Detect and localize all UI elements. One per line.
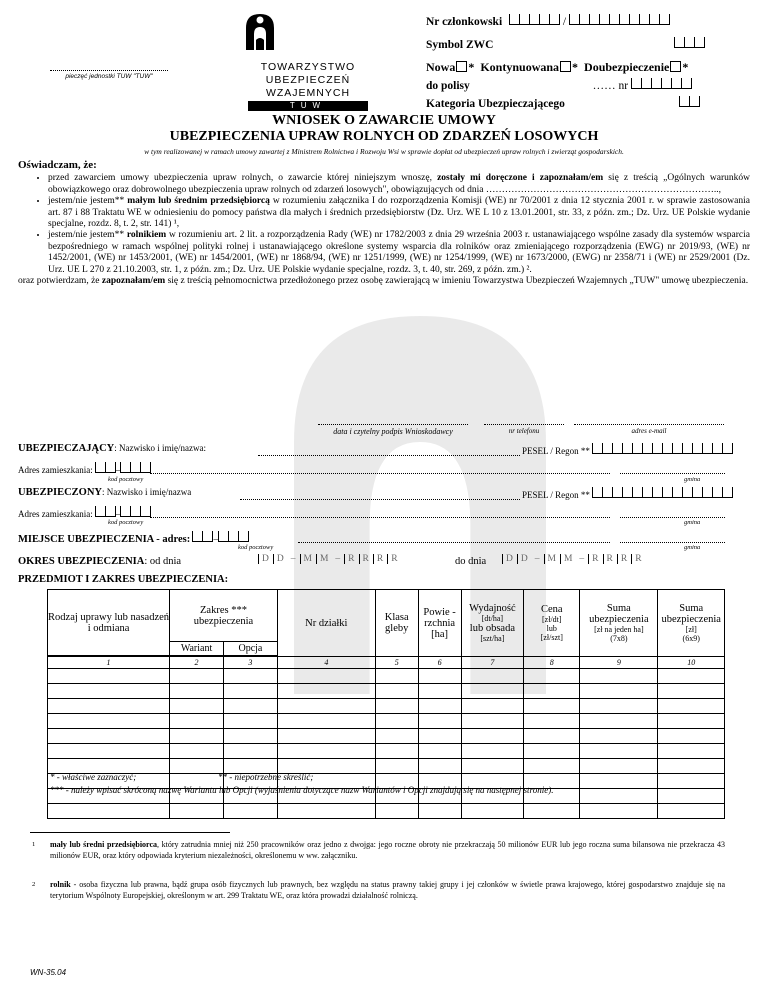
header-yield-title: Wydajność [469,603,516,614]
header-price-unit-2: [zł/szt] [540,633,563,642]
table-row [48,744,725,759]
period-to-label: do dnia [455,556,487,567]
header-yield-unit-1: [dt/ha] [481,614,504,623]
insurer-name-label: : Nazwisko i imię/nazwa: [114,443,206,453]
insurer-pesel-boxes[interactable] [592,443,733,456]
stamp-label: pieczęć jednostki TUW "TUW" [50,70,168,80]
table-cell[interactable] [375,684,418,699]
decl-2-bold: małym lub średnim przedsiębiorcą [127,196,270,207]
header-sum1-unit: [zł na jeden ha] [594,625,644,634]
date-cell[interactable]: – [534,554,544,564]
star-2: * [572,60,579,74]
insurer-postcode-label: kod pocztowy [108,476,144,483]
table-number-row [48,657,725,669]
note-2: ** - niepotrzebne skreślić; [218,772,314,782]
table-cell[interactable] [658,789,725,804]
table-cell[interactable] [658,774,725,789]
insured-postcode-boxes-2[interactable] [120,506,151,519]
header-crop: Rodzaj uprawy lub nasadzeń i odmiana [48,590,170,656]
table-row [48,804,725,819]
date-cell[interactable]: R [617,554,631,564]
column-number: 2 [170,657,224,669]
phone-label: nr telefonu [508,427,540,435]
header-option: Opcja [223,642,277,656]
policy-row [426,78,692,92]
closing-pre: oraz potwierdzam, że [18,276,102,287]
table-cell[interactable] [375,804,418,819]
insured-heading: UBEZPIECZONY [18,487,103,498]
table-cell[interactable] [48,699,170,714]
date-cell[interactable]: R [359,554,373,564]
footnote-2-num: 2 [32,881,36,888]
date-cell[interactable]: D [273,554,288,564]
date-cell[interactable]: D [258,554,273,564]
note-3: *** - należy wpisać skróconą nazwę Wariantu lub Opcji (wyjaśnienia dotyczące nazw Wariantów i Opcji znajdują się na następnej stronie). [50,785,554,795]
table-cell[interactable] [524,699,580,714]
extra-insurance-label: Doubezpieczenie [584,60,670,74]
location-gmina-field[interactable] [620,542,725,543]
column-number: 5 [375,657,418,669]
insured-gmina-label: gmina [684,519,701,526]
table-cell[interactable] [277,729,375,744]
insurer-postcode-boxes[interactable] [95,462,116,475]
table-cell[interactable] [658,714,725,729]
declaration-item-1 [48,173,750,196]
decl-3-post: w rozumieniu art. 2 lit. a rozporządzenia Rady (WE) nr 1782/2003 z dnia 29 września 2003 r. ustanawiającego wspólne zasady dla systemów wsparcia bezpośredniego w ramach wspólnej polityki rolnej i ustanawiającego określone systemy wsparcia dla rolników oraz zmieniającego rozporządzenia (EWG) nr 2019/93, (WE) nr 1452/2001, (WE) nr 1453/2001, (WE) nr 1454/2001, (WE) nr 1868/94, (WE) nr 1251/1999, (WE) nr 1254/1999, (WE) nr 1673/2000, (EWG) nr 2358/71 i (WE) nr 2529/2001 (Dz. Urz. UE L 270 z 21.10.2003, str. 1, z późn. zm.; Dz. Urz. UE Polskie wydanie specjalne, rozdz. 3, t. 40, str. 269, z późn. zm.) ². [48,230,751,275]
email-label: adres e-mail [631,427,667,435]
header-sum2-unit: [zł] [685,625,697,634]
table-cell[interactable] [170,669,224,684]
table-cell[interactable] [418,804,461,819]
insured-pesel-row [522,487,733,500]
tuw-logo-icon [238,10,282,54]
table-cell[interactable] [277,699,375,714]
company-logo [238,10,378,111]
logo-line-1: TOWARZYSTWO [260,61,356,73]
date-cell[interactable]: R [344,554,358,564]
subject-heading: PRZEDMIOT I ZAKRES UBEZPIECZENIA: [18,574,229,585]
header-yield-unit-2: [szt/ha] [480,634,505,643]
table-row [48,669,725,684]
table-cell[interactable] [170,759,224,774]
insurer-pesel-row [522,443,733,456]
date-cell[interactable]: M [300,554,316,564]
table-cell[interactable] [658,759,725,774]
footnote-2 [32,880,725,901]
table-cell[interactable] [524,714,580,729]
table-cell[interactable] [524,804,580,819]
header-sum-total [658,590,725,657]
star-1: * [468,60,475,74]
insurer-heading: UBEZPIECZAJĄCY [18,443,115,454]
header-variant: Wariant [170,642,224,656]
table-cell[interactable] [375,729,418,744]
declaration-heading: Oświadczam, że: [18,159,97,171]
table-cell[interactable] [461,804,524,819]
insurer-address-row: Adres zamieszkania: – [18,462,151,475]
footnote-divider [30,832,230,833]
declaration-closing [18,276,750,287]
footnote-2-bold: rolnik [50,880,71,889]
table-cell[interactable] [223,684,277,699]
table-cell[interactable] [170,729,224,744]
insured-postcode-label: kod pocztowy [108,519,144,526]
table-cell[interactable] [658,729,725,744]
logo-line-2: UBEZPIECZEŃ WZAJEMNYCH [265,74,351,99]
insurer-address-field[interactable] [150,473,610,474]
header-price-unit-1: [zł/dt] [542,615,562,624]
date-cell[interactable]: R [603,554,617,564]
location-postcode-label: kod pocztowy [238,544,274,551]
category-label: Kategoria Ubezpieczającego [426,98,565,110]
header-plot: Nr działki [277,590,375,657]
zwc-label: Symbol ZWC [426,39,494,51]
date-cell[interactable]: – [290,554,300,564]
table-cell[interactable] [170,714,224,729]
footnote-1-num: 1 [32,841,36,848]
table-cell[interactable] [48,744,170,759]
column-number: 8 [524,657,580,669]
table-cell[interactable] [461,684,524,699]
header-price-title: Cena [540,604,563,615]
table-cell[interactable] [375,714,418,729]
table-cell[interactable] [461,669,524,684]
date-cell[interactable]: M [544,554,560,564]
decl-3-pre: jestem/nie jestem** [48,230,127,241]
header-scope: Zakres *** ubezpieczenia [170,590,278,642]
header-sum-per-ha [580,590,658,657]
table-cell[interactable] [48,669,170,684]
signature-field[interactable] [318,424,468,436]
category-row [426,96,700,110]
table-cell[interactable] [48,804,170,819]
table-cell[interactable] [170,699,224,714]
column-number: 10 [658,657,725,669]
table-cell[interactable] [375,669,418,684]
table-cell[interactable] [658,699,725,714]
policy-label: do polisy [426,80,470,92]
header-sum1-title: Suma ubezpieczenia [589,603,649,625]
decl-1-pre: przed zawarciem umowy ubezpieczenia upraw rolnych, o zawarcie której niniejszym wnoszę, [48,173,438,184]
table-cell[interactable] [375,759,418,774]
insured-postcode-boxes[interactable] [95,506,116,519]
table-body [48,669,725,819]
table-cell[interactable] [277,804,375,819]
header-price-mid: lub [546,624,557,633]
column-number: 9 [580,657,658,669]
location-row: MIEJSCE UBEZPIECZENIA - adres: – [18,531,249,545]
insured-address-label: Adres zamieszkania: [18,509,93,519]
insured-address-field[interactable] [150,517,610,518]
table-cell[interactable] [223,669,277,684]
declaration-item-3 [48,230,750,276]
table-cell[interactable] [580,729,658,744]
table-cell[interactable] [418,669,461,684]
table-cell[interactable] [461,714,524,729]
insured-name-label: : Nazwisko i imię/nazwa [102,487,192,497]
table-row [48,729,725,744]
table-cell[interactable] [277,684,375,699]
date-cell[interactable]: R [373,554,387,564]
page-title-2: UBEZPIECZENIA UPRAW ROLNYCH OD ZDARZEŃ LOSOWYCH [169,129,599,144]
insured-name-field[interactable] [240,499,520,500]
table-cell[interactable] [524,744,580,759]
date-cell[interactable]: R [588,554,602,564]
table-cell[interactable] [524,759,580,774]
table-cell[interactable] [418,759,461,774]
insurer-name-field[interactable] [258,455,520,456]
new-label: Nowa [426,60,456,74]
table-cell[interactable] [170,744,224,759]
signature-label: data i czytelny podpis Wnioskodawcy [333,427,453,436]
continued-label: Kontynuowana [480,60,560,74]
table-cell[interactable] [658,684,725,699]
declaration-item-2 [48,196,750,230]
date-cell[interactable]: R [387,554,401,564]
header-yield-mid: lub obsada [469,623,515,634]
decl-3-bold: rolnikiem [126,230,167,241]
decl-1-post: się z treścią „Ogólnych warunków obowiązkowego oraz dobrowolnego ubezpieczenia upraw rolnych od zdarzeń losowych", obowiązujących od dnia ……………………………………………………………….., [48,173,751,195]
zwc-boxes[interactable] [674,37,705,51]
table-cell[interactable] [277,714,375,729]
footnote-1-bold: mały lub średni przedsiębiorca [50,840,158,849]
table-cell[interactable] [48,714,170,729]
table-cell[interactable] [580,699,658,714]
declaration [18,160,750,287]
table-cell[interactable] [223,714,277,729]
insurer-pesel-label: PESEL / Regon ** [522,446,590,456]
table-cell[interactable] [524,684,580,699]
table-row [48,684,725,699]
continued-checkbox[interactable] [560,61,571,72]
decl-2-post: w rozumieniu załącznika I do rozporządzenia Komisji (WE) nr 70/2001 z dnia 12 stycznia 2001 r. w sprawie zastosowania art. 87 i 88 Traktatu WE w odniesieniu do pomocy państwa dla małych i średnich przedsiębiorstw (Dz. Urz. WE L 10 z 13.01.2001, str. 33, z późn. zm.; Dz. Urz. UE Polskie wydanie specjalne, rozdz. 8, t. 2, str. 141) ¹, [48,196,750,230]
table-cell[interactable] [170,684,224,699]
table-cell[interactable] [580,684,658,699]
table-row [48,714,725,729]
table-cell[interactable] [658,804,725,819]
insurer-postcode-boxes-2[interactable] [120,462,151,475]
zwc-row [426,37,705,51]
table-header-row [48,590,725,642]
table-cell[interactable] [223,729,277,744]
table-cell[interactable] [48,684,170,699]
date-cell[interactable]: – [579,554,589,564]
member-number-label: Nr członkowski [426,16,503,28]
table-cell[interactable] [223,699,277,714]
member-number-row: Nr członkowski / [426,14,670,28]
column-number: 7 [461,657,524,669]
table-row [48,759,725,774]
footnote-1 [32,840,726,861]
category-boxes[interactable] [679,96,700,110]
date-cell[interactable]: – [335,554,345,564]
period-heading: OKRES UBEZPIECZENIA [18,556,145,567]
new-checkbox[interactable] [456,61,467,72]
table-cell[interactable] [418,744,461,759]
insurer-gmina-label: gmina [684,476,701,483]
table-cell[interactable] [418,714,461,729]
date-cell[interactable]: D [502,554,517,564]
closing-post: się z treścią pełnomocnictwa przedłożonego przez osobę zawierającą w imieniu Towarzystwa Ubezpieczeń Wzajemnych „TUW" umowę ubezpieczenia. [165,276,749,287]
table-cell[interactable] [580,714,658,729]
decl-1-bold: zostały mi doręczone i zapoznałam/em [437,173,604,184]
table-cell[interactable] [48,729,170,744]
insurer-row [18,443,206,454]
table-cell[interactable] [223,804,277,819]
email-field[interactable] [574,424,724,435]
header-sum2-title: Suma ubezpieczenia [661,603,721,625]
table-cell[interactable] [375,699,418,714]
table-cell[interactable] [658,744,725,759]
column-number: 4 [277,657,375,669]
decl-2-pre: jestem/nie jestem** [48,196,128,207]
insured-pesel-boxes[interactable] [592,487,733,500]
table-cell[interactable] [461,744,524,759]
page-subtitle: w tym realizowanej w ramach umowy zawartej z Ministrem Rolnictwa i Rozwoju Wsi w sprawie dopłat od ubezpieczeń upraw rolnych i zwierząt gospodarskich. [144,147,624,156]
header-price [524,590,580,657]
period-from-label: : od dnia [144,556,182,567]
insured-gmina-field[interactable] [620,517,725,518]
date-cell[interactable]: M [560,554,576,564]
extra-insurance-checkbox[interactable] [670,61,681,72]
table-cell[interactable] [461,759,524,774]
table-cell[interactable] [580,789,658,804]
table-row [48,699,725,714]
location-gmina-label: gmina [684,544,701,551]
period-row [18,556,181,567]
table-cell[interactable] [580,759,658,774]
table-cell[interactable] [277,669,375,684]
location-heading: MIEJSCE UBEZPIECZENIA - adres: [18,534,191,545]
column-number: 3 [223,657,277,669]
table-cell[interactable] [170,804,224,819]
date-cell[interactable]: D [517,554,532,564]
column-number: 6 [418,657,461,669]
header-sum1-formula: (7x8) [610,634,628,643]
table-cell[interactable] [658,669,725,684]
table-cell[interactable] [580,744,658,759]
page-title-1: WNIOSEK O ZAWARCIE UMOWY [272,113,496,128]
location-postcode-boxes[interactable] [192,531,213,544]
policy-type-row [426,60,688,75]
note-1: * - właściwe zaznaczyć; [50,772,137,782]
footnote-2-text: - osoba fizyczna lub prawna, bądź grupa osób fizycznych lub prawnych, bez względu na status prawny takiej grupy i jej członków w świetle prawa krajowego, której gospodarstwo znajduje się na terytorium Wspólnoty Europejskiej, określonym w art. 299 Traktatu WE, oraz która prowadzi działalność rolniczą. [50,880,725,900]
header-sum2-formula: (6x9) [682,634,700,643]
insured-address-row: Adres zamieszkania: – [18,506,151,519]
table-cell[interactable] [461,699,524,714]
period-to-date[interactable] [502,554,646,564]
table-cell[interactable] [223,744,277,759]
logo-tuw: TUW [248,101,368,111]
table-cell[interactable] [418,684,461,699]
table-cell[interactable] [580,669,658,684]
insured-pesel-label: PESEL / Regon ** [522,490,590,500]
header-area: Powie - rzchnia [ha] [418,590,461,657]
footnote-1-text: , który zatrudnia mniej niż 250 pracowników oraz jedno z dwojga: jego roczne obroty nie przekraczają 50 milionów EUR lub jego roczna suma bilansowa nie przekracza 43 milionów EUR, oraz który odpowiada kryterium niezależności, określonemu w ww. załączniku. [50,840,726,860]
table-cell[interactable] [524,729,580,744]
table-cell[interactable] [580,774,658,789]
policy-dots: …… nr [592,80,629,92]
date-cell[interactable]: M [316,554,332,564]
phone-field[interactable] [484,424,564,435]
table-cell[interactable] [418,729,461,744]
star-3: * [682,60,689,74]
table-cell[interactable] [277,744,375,759]
member-number-boxes-2[interactable] [569,14,670,28]
member-number-boxes[interactable] [509,14,560,28]
insured-row [18,487,191,498]
date-cell[interactable]: R [631,554,645,564]
location-address-field[interactable] [298,542,610,543]
period-from-date[interactable] [258,554,402,564]
table-cell[interactable] [375,744,418,759]
insurer-address-label: Adres zamieszkania: [18,465,93,475]
table-cell[interactable] [580,804,658,819]
table-cell[interactable] [524,669,580,684]
header-class: Klasa gleby [375,590,418,657]
table-cell[interactable] [418,699,461,714]
header-yield [461,590,524,657]
column-number: 1 [48,657,170,669]
policy-number-boxes[interactable] [631,78,692,92]
closing-bold: zapoznałam/em [101,276,166,287]
form-code: WN-35.04 [30,968,67,977]
table-cell[interactable] [461,729,524,744]
location-postcode-boxes-2[interactable] [218,531,249,544]
insurer-gmina-field[interactable] [620,473,725,474]
